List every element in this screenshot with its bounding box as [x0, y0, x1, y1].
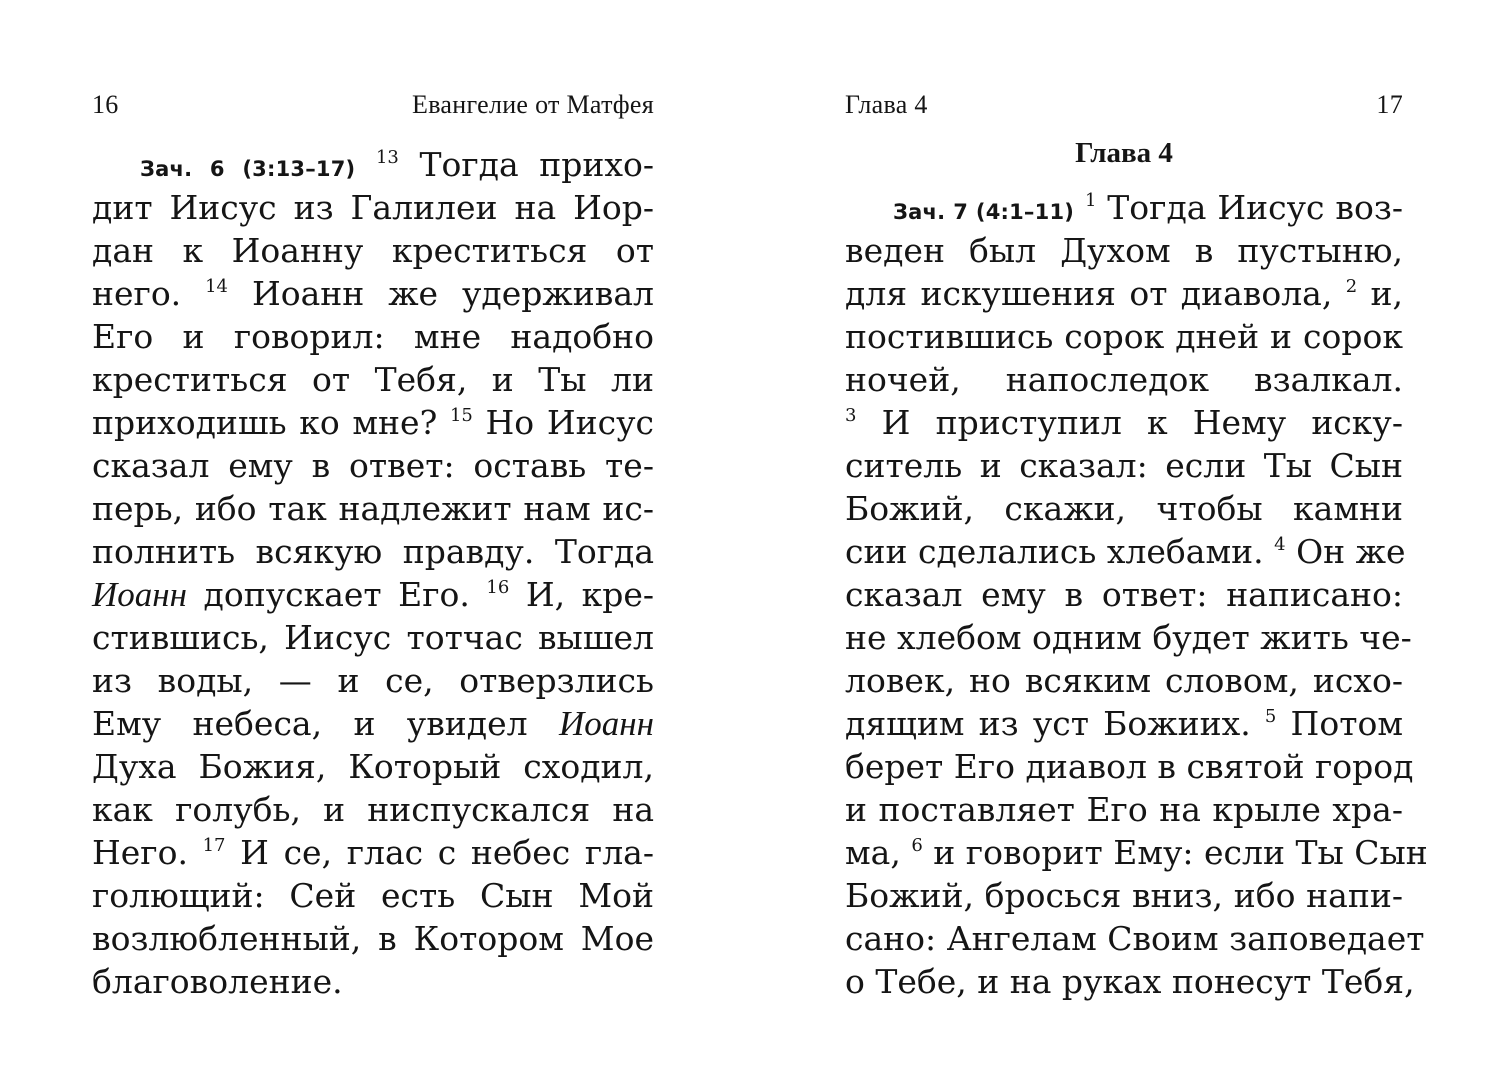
text-line: перь, ибо так надлежит нам ис-	[92, 489, 654, 528]
text-line: креститься от Тебя, и Ты ли	[92, 360, 654, 399]
text-segment: Тогда Иисус воз-	[1107, 188, 1403, 227]
text-segment: Потом	[1290, 704, 1403, 743]
text-line: Духа Божия, Который сходил,	[92, 747, 654, 786]
text-line	[845, 186, 1403, 229]
text-line: ловек, но всяким словом, исхо-	[845, 661, 1403, 700]
text-segment: Него.	[92, 833, 188, 872]
scripture-text	[845, 186, 1428, 1003]
verse-number: 13	[375, 147, 399, 168]
text-line	[92, 143, 654, 186]
running-head	[92, 88, 654, 122]
text-line: ночей, напоследок взалкал.	[845, 360, 1403, 399]
text-segment: Тогда прихо-	[419, 145, 654, 184]
text-line: веден был Духом в пустыню,	[845, 231, 1403, 270]
text-segment: дящим из уст Божиих.	[845, 704, 1251, 743]
right-page	[845, 0, 1428, 1080]
text-line: как голубь, и ниспускался на	[92, 790, 654, 829]
text-segment: И, кре-	[525, 575, 654, 614]
verse-number: 2	[1345, 276, 1358, 297]
verse-number: 4	[1274, 534, 1286, 555]
text-line	[845, 401, 1403, 444]
text-line: не хлебом одним будет жить че-	[845, 618, 1412, 657]
scripture-text	[92, 143, 654, 1003]
text-line: возлюбленный, в Котором Мое	[92, 919, 654, 958]
running-head-title: Евангелие от Матфея	[412, 90, 654, 119]
text-line: голющий: Сей есть Сын Мой	[92, 876, 654, 915]
zachalo-reading-label: Зач. 7 (4:1–11)	[893, 200, 1075, 224]
text-line: дан к Иоанну креститься от	[92, 231, 654, 270]
text-line: Божий, бросься вниз, ибо напи-	[845, 876, 1403, 915]
text-segment: и говорит Ему: если Ты Сын	[933, 833, 1428, 872]
text-line	[92, 272, 654, 315]
page-number: 17	[1376, 90, 1403, 119]
text-segment: сии сделались хлебами.	[845, 532, 1264, 571]
text-segment: него.	[92, 274, 182, 313]
text-line	[92, 831, 654, 874]
running-head-title: Глава 4	[845, 90, 928, 119]
text-line	[845, 831, 1428, 874]
text-line	[92, 702, 654, 745]
text-line: дит Иисус из Галилеи на Иор-	[92, 188, 654, 227]
text-line: о Тебе, и на руках понесут Тебя,	[845, 962, 1415, 1001]
text-line: берет Его диавол в святой город	[845, 747, 1414, 786]
text-segment: допускает Его.	[203, 575, 470, 614]
text-segment: и,	[1370, 274, 1403, 313]
text-line	[845, 702, 1403, 745]
italic-word: Иоанн	[92, 575, 188, 614]
text-segment: для искушения от диавола,	[845, 274, 1333, 313]
text-segment: приходишь ко мне?	[92, 403, 438, 442]
text-line: благоволение.	[92, 962, 343, 1001]
text-line	[92, 401, 654, 444]
text-segment: И се, глас с небес гла-	[240, 833, 654, 872]
italic-word: Иоанн	[558, 704, 654, 743]
verse-number: 16	[486, 577, 510, 598]
text-line: полнить всякую правду. Тогда	[92, 532, 654, 571]
text-line	[845, 530, 1406, 573]
text-line: Божий, скажи, чтобы камни	[845, 489, 1403, 528]
text-line: из воды, — и се, отверзлись	[92, 661, 654, 700]
text-line: сказал ему в ответ: написано:	[845, 575, 1403, 614]
text-line	[92, 573, 654, 616]
text-segment: Но Иисус	[485, 403, 654, 442]
left-page	[92, 0, 654, 1080]
verse-number: 1	[1084, 190, 1097, 211]
text-segment: И приступил к Нему иску-	[881, 403, 1403, 442]
page-number: 16	[92, 90, 119, 119]
text-line	[845, 272, 1403, 315]
text-segment: Он же	[1296, 532, 1406, 571]
text-line: сказал ему в ответ: оставь те-	[92, 446, 654, 485]
zachalo-reading-label: Зач. 6 (3:13–17)	[140, 157, 356, 181]
verse-number: 14	[205, 276, 229, 297]
text-segment: Иоанн же удерживал	[251, 274, 654, 313]
text-segment: ма,	[845, 833, 901, 872]
text-line: Его и говорил: мне надобно	[92, 317, 654, 356]
verse-number: 17	[202, 835, 226, 856]
verse-number: 5	[1264, 706, 1277, 727]
verse-number: 3	[845, 405, 857, 426]
text-line: и поставляет Его на крыле хра-	[845, 790, 1403, 829]
running-head	[845, 88, 1403, 122]
text-line: стившись, Иисус тотчас вышел	[92, 618, 654, 657]
verse-number: 15	[449, 405, 473, 426]
verse-number: 6	[911, 835, 923, 856]
chapter-title: Глава 4	[1075, 137, 1173, 169]
text-line: постившись сорок дней и сорок	[845, 317, 1403, 356]
text-line: ситель и сказал: если Ты Сын	[845, 446, 1403, 485]
text-segment: Ему небеса, и увидел	[92, 704, 528, 743]
text-line: сано: Ангелам Своим заповедает	[845, 919, 1425, 958]
